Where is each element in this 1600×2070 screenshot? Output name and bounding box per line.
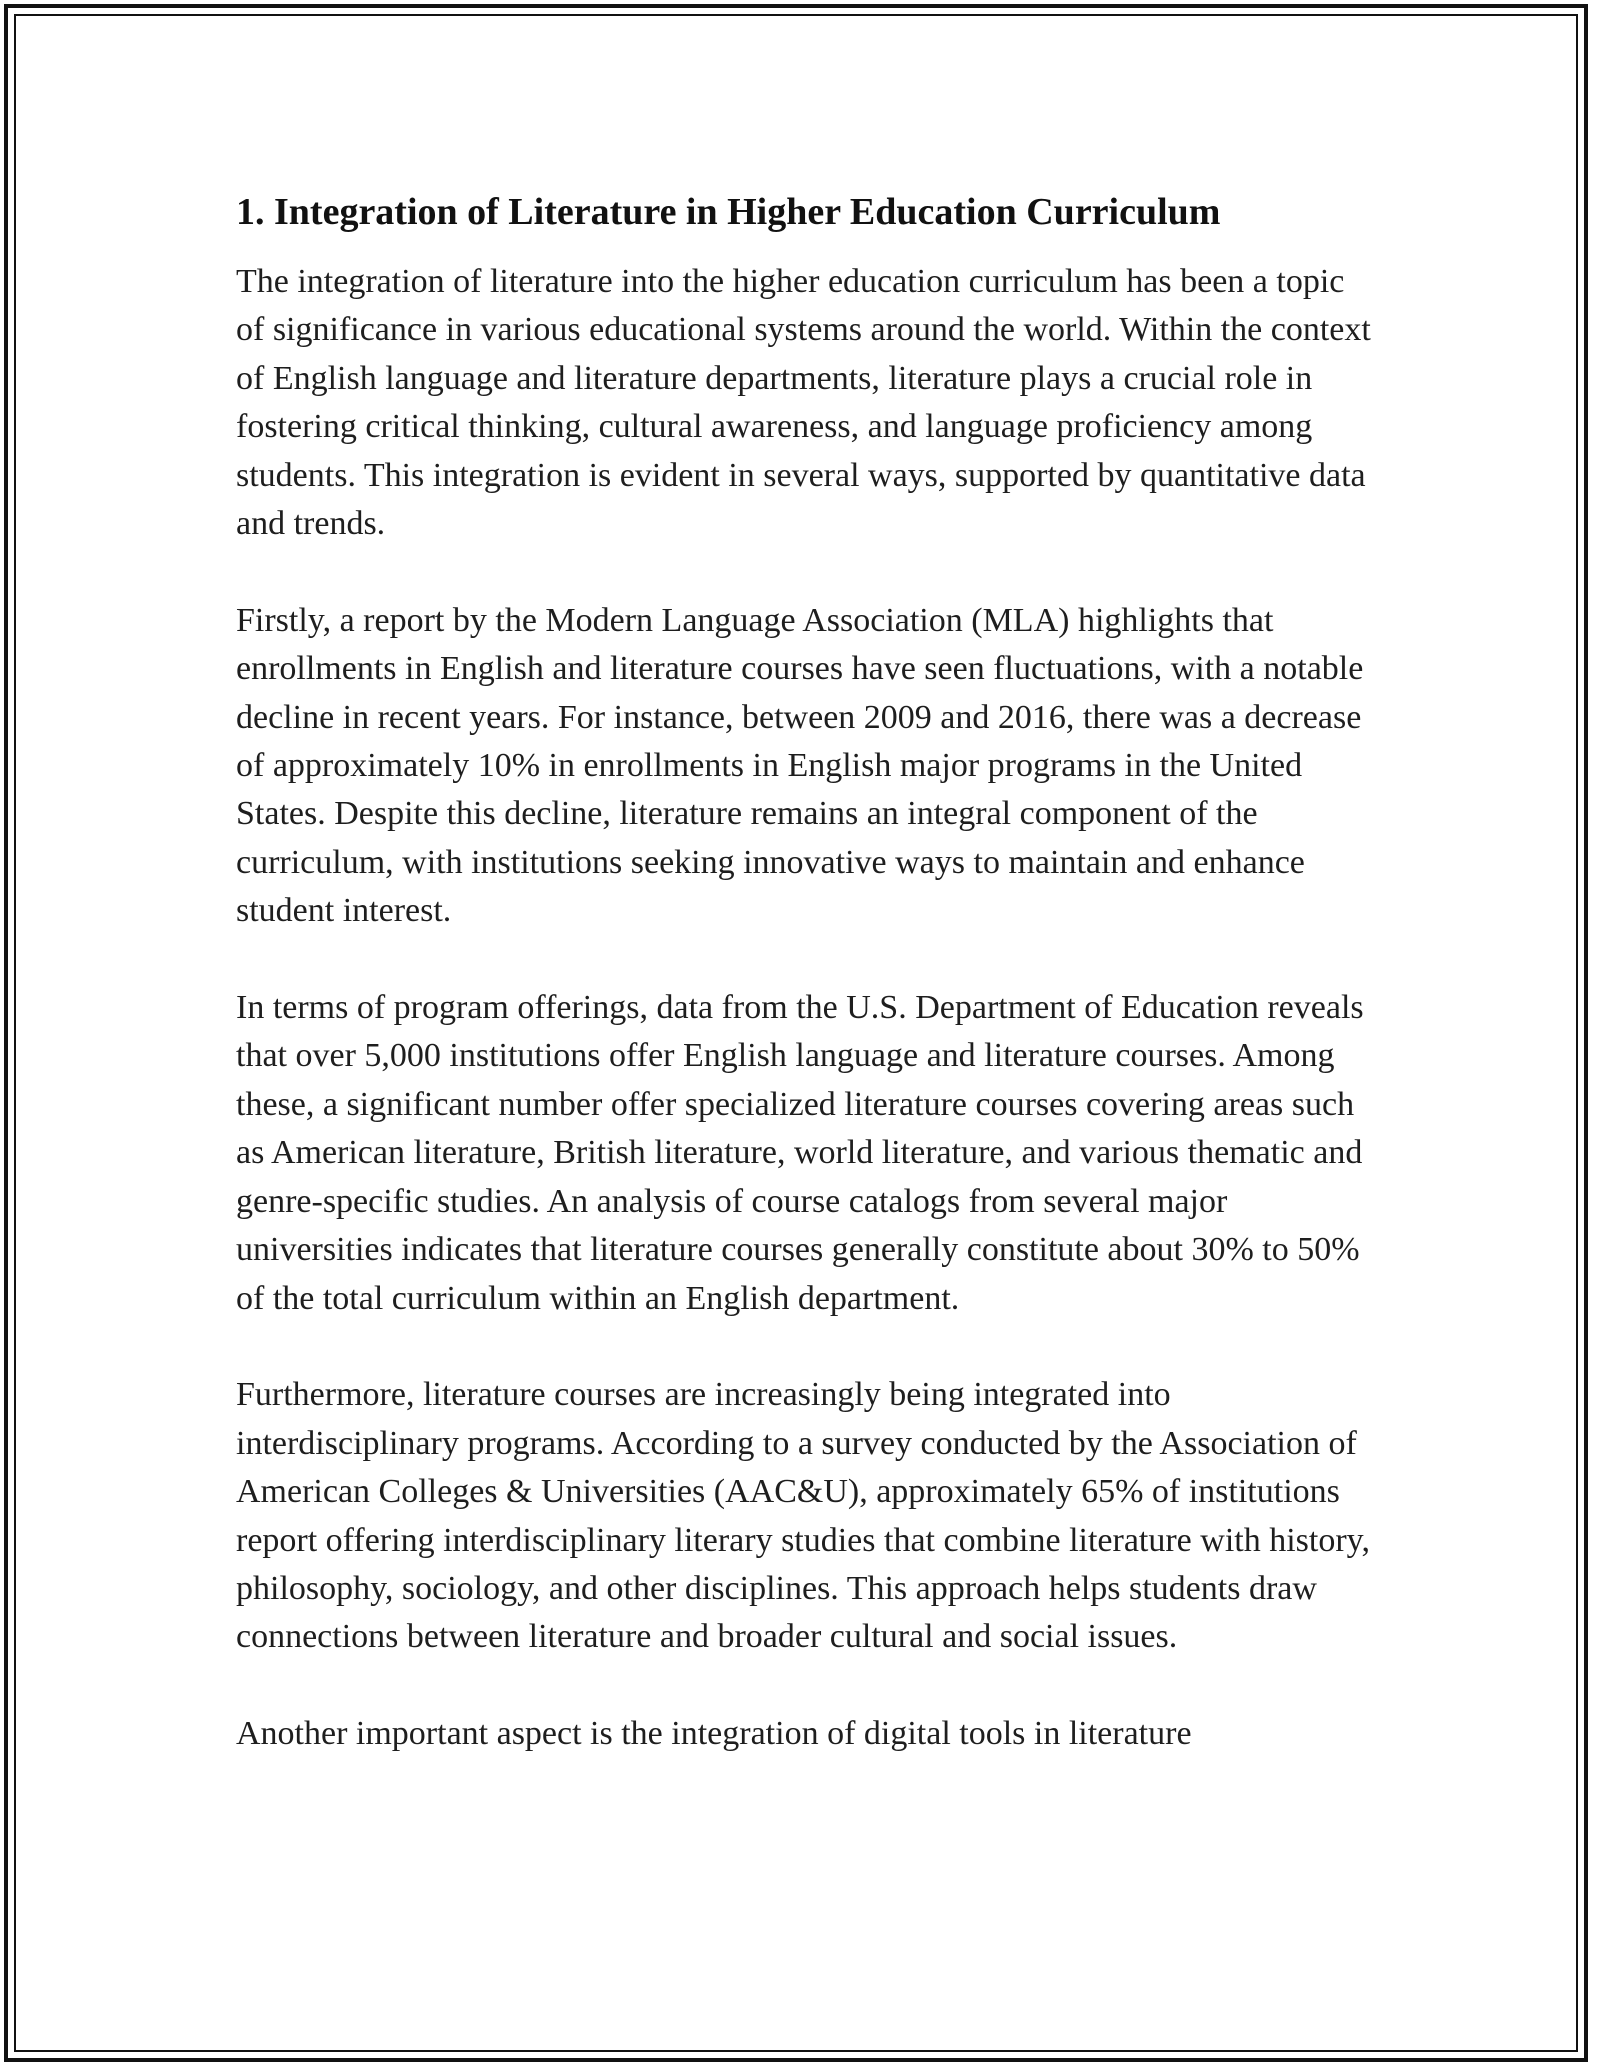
section-heading: 1. Integration of Literature in Higher Education Curriculum — [236, 191, 1221, 233]
paragraph-mla-enrollment: Firstly, a report by the Modern Language Association (MLA) highlights that enrollments in English and literature courses have seen fluctuations, with a notable decline in recent years. For instance, between 2009 and 2016, there was a decrease of approximately 10% in enrollments in English major programs in the United States. Despite this decline, literature remains an integral component of the curriculum, with institutions seeking innovative ways to maintain and enhance student interest. — [236, 601, 1364, 930]
document-body — [236, 186, 1376, 1759]
paragraph-program-offerings: In terms of program offerings, data from the U.S. Department of Education reveals that over 5,000 institutions offer English language and literature courses. Among these, a significant number offer specialized literature courses covering areas such as American literature, British literature, world literature, and various thematic and genre-specific studies. An analysis of course catalogs from several major universities indicates that literature courses generally constitute about 30% to 50% of the total curriculum within an English department. — [236, 989, 1364, 1317]
paragraph-interdisciplinary: Furthermore, literature courses are increasingly being integrated into interdisciplinary programs. According to a survey conducted by the Association of American Colleges & Universities (AAC&U), approximately 65% of institutions report offering interdisciplinary literary studies that combine literature with history, philosophy, sociology, and other disciplines. This approach helps students draw connections between literature and broader cultural and social issues. — [236, 1376, 1370, 1656]
paragraph-intro: The integration of literature into the higher education curriculum has been a topic of significance in various educational systems around the world. Within the context of English language and literature departments, literature plays a crucial role in fostering critical thinking, cultural awareness, and language proficiency among students. This integration is evident in several ways, supported by quantitative data and trends. — [236, 263, 1371, 543]
paragraph-digital-tools: Another important aspect is the integration of digital tools in literature — [236, 1715, 1192, 1753]
